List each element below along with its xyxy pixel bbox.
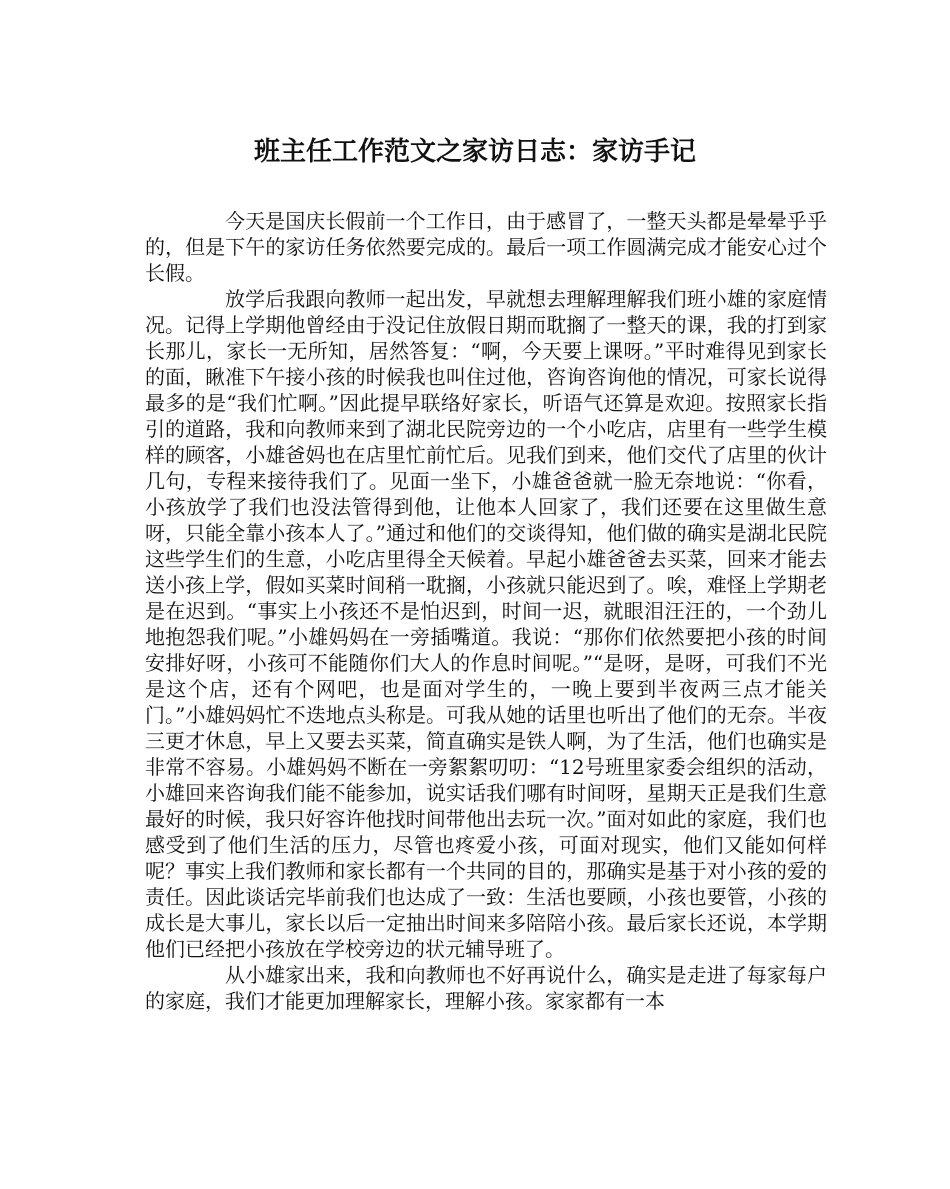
- paragraph-1: 今天是国庆长假前一个工作日，由于感冒了，一整天头都是晕晕乎乎的，但是下午的家访任务依然要完成的。最后一项工作圆满完成才能安心过个长假。: [145, 209, 827, 285]
- paragraph-3: 从小雄家出来，我和向教师也不好再说什么，确实是走进了每家每户的家庭，我们才能更加理解家长，理解小孩。家家都有一本: [145, 963, 827, 1013]
- paragraph-2: 放学后我跟向教师一起出发，早就想去理解理解我们班小雄的家庭情况。记得上学期他曾经由于没记住放假日期而耽搁了一整天的课，我的打到家长那儿，家长一无所知，居然答复：“啊，今天要上课呀。”平时难得见到家长的面，瞅准下午接小孩的时候我也叫住过他，咨询咨询他的情况，可家长说得最多的是“我们忙啊。”因此提早联络好家长，听语气还算是欢迎。按照家长指引的道路，我和向教师来到了湖北民院旁边的一个小吃店，店里有一些学生模样的顾客，小雄爸妈也在店里忙前忙后。见我们到来，他们交代了店里的伙计几句，专程来接待我们了。见面一坐下，小雄爸爸就一脸无奈地说：“你看，小孩放学了我们也没法管得到他，让他本人回家了，我们还要在这里做生意呀，只能全靠小孩本人了。”通过和他们的交谈得知，他们做的确实是湖北民院这些学生们的生意，小吃店里得全天候着。早起小雄爸爸去买菜，回来才能去送小孩上学，假如买菜时间稍一耽搁，小孩就只能迟到了。唉，难怪上学期老是在迟到。“事实上小孩还不是怕迟到，时间一迟，就眼泪汪汪的，一个劲儿地抱怨我们呢。”小雄妈妈在一旁插嘴道。我说：“那你们依然要把小孩的时间安排好呀，小孩可不能随你们大人的作息时间呢。”“是呀，是呀，可我们不光是这个店，还有个网吧，也是面对学生的，一晚上要到半夜两三点才能关门。”小雄妈妈忙不迭地点头称是。可我从她的话里也听出了他们的无奈。半夜三更才休息，早上又要去买菜，简直确实是铁人啊，为了生活，他们也确实是非常不容易。小雄妈妈不断在一旁絮絮叨叨：“12号班里家委会组织的活动，小雄回来咨询我们能不能参加，说实话我们哪有时间呀，星期天正是我们生意最好的时候，我只好容许他找时间带他出去玩一次。”面对如此的家庭，我们也感受到了他们生活的压力，尽管也疼爱小孩，可面对现实，他们又能如何样呢？事实上我们教师和家长都有一个共同的目的，那确实是基于对小孩的爱的责任。因此谈话完毕前我们也达成了一致：生活也要顾，小孩也要管，小孩的成长是大事儿，家长以后一定抽出时间来多陪陪小孩。最后家长还说，本学期他们已经把小孩放在学校旁边的状元辅导班了。: [145, 287, 827, 961]
- document-title: 班主任工作范文之家访日志：家访手记: [253, 137, 696, 167]
- document-body: [145, 208, 827, 1014]
